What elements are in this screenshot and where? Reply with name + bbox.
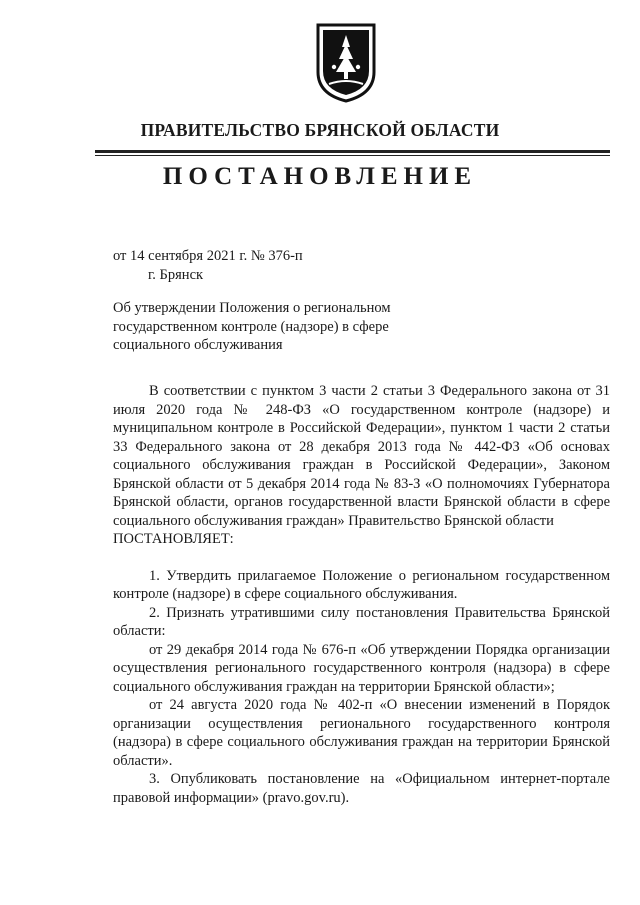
preamble-paragraph: В соответствии с пунктом 3 части 2 статьи 3 Федерального закона от 31 июля 2020 года № 248-ФЗ «О государственном контроле (надзоре) и муниципальном контроле в Российской Федерации», пунктом 1 части 2 статьи 33 Федерального закона от 28 декабря 2013 года № 442-ФЗ «Об основах социального обслуживания граждан в Российской Федерации», Законом Брянской области от 5 декабря 2014 года № 83-З «О полномочиях Губернатора Брянской области, органов государственной власти Брянской области в сфере социального обслуживания граждан» Правительство Брянской области xyxy=(113,383,610,529)
header-divider-thin xyxy=(95,155,610,156)
item-2b-paragraph: от 24 августа 2020 года № 402-п «О внесении изменений в Порядок организации осуществления регионального государственного контроля (надзора) в сфере социального обслуживания граждан на территории Брянской области». xyxy=(113,697,610,769)
document-subject: Об утверждении Положения о региональном государственном контроле (надзоре) в сфере социального обслуживания xyxy=(113,300,391,353)
organization-title: ПРАВИТЕЛЬСТВО БРЯНСКОЙ ОБЛАСТИ xyxy=(140,120,500,140)
document-date-number: от 14 сентября 2021 г. № 376-п xyxy=(113,248,303,264)
document-type-title: ПОСТАНОВЛЕНИЕ xyxy=(162,163,478,190)
item-2-paragraph: 2. Признать утратившими силу постановления Правительства Брянской области: xyxy=(113,604,610,639)
coat-of-arms-emblem xyxy=(315,22,377,104)
decree-word: ПОСТАНОВЛЯЕТ: xyxy=(113,531,234,547)
item-3-paragraph: 3. Опубликовать постановление на «Официальном интернет-портале правовой информации» (pravo.gov.ru). xyxy=(113,771,610,806)
paragraph-gap xyxy=(113,549,610,567)
item-1-paragraph: 1. Утвердить прилагаемое Положение о региональном государственном контроле (надзоре) в сфере социального обслуживания. xyxy=(113,567,610,602)
document-body xyxy=(113,382,610,807)
item-2a-paragraph: от 29 декабря 2014 года № 676-п «Об утверждении Порядка организации осуществления регионального государственного контроля (надзора) в сфере социального обслуживания граждан на территории Брянской области»; xyxy=(113,641,610,695)
header-divider-thick xyxy=(95,150,610,153)
document-city: г. Брянск xyxy=(148,267,204,283)
